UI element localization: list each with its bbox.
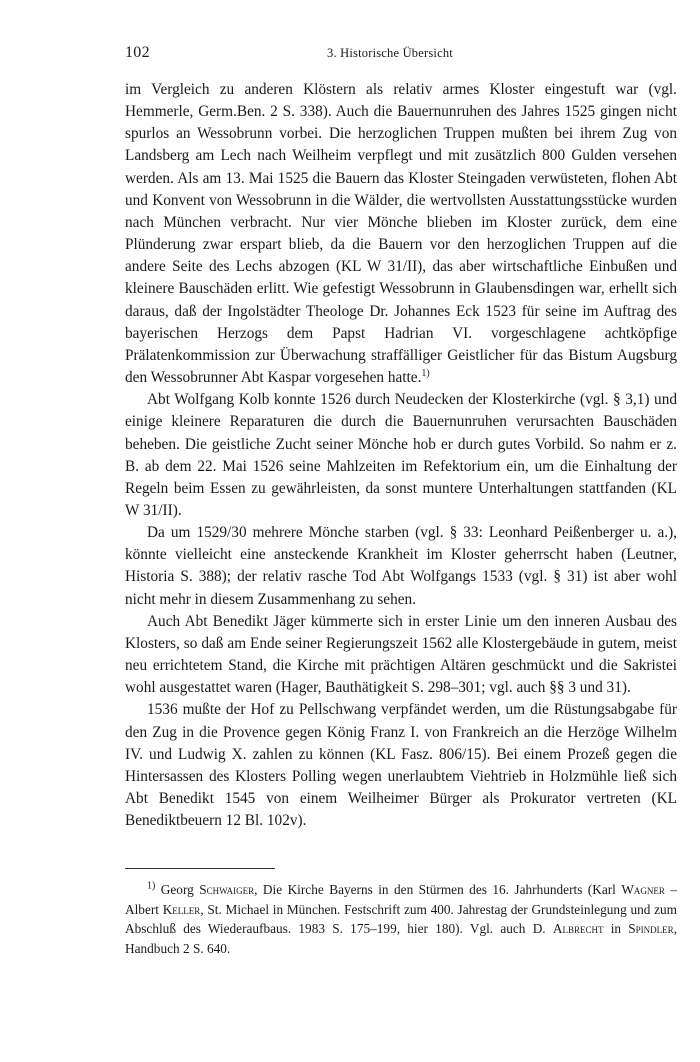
footnote-marker: 1) <box>147 880 156 892</box>
author-name: Schwaiger <box>199 882 255 897</box>
footnote-reference[interactable]: 1) <box>421 367 430 379</box>
author-name: Keller <box>162 901 201 917</box>
paragraph: 1536 mußte der Hof zu Pellschwang verpfändet werden, um die Rüstungsabgabe für den Zug in die Provence gegen König Franz I. von Frankreich an die Herzöge Wilhelm IV. und Ludwig X. zahlen zu können (KL Fasz. 806/15). Bei einem Prozeß gegen die Hintersassen des Klosters Polling wegen unerlaubtem Viehtrieb in Holzmühle ließ sich Abt Benedikt 1545 von einem Weilheimer Bürger als Prokurator vertreten (KL Benediktbeuern 12 Bl. 102v). <box>125 701 677 830</box>
page-number: 102 <box>125 44 150 61</box>
paragraph: Da um 1529/30 mehrere Mönche starben (vgl. § 33: Leonhard Peißenberger u. a.), könnte vielleicht eine ansteckende Krankheit im Kloster geherrscht haben (Leutner, Historia S. 388); der relativ rasche Tod Abt Wolfgangs 1533 (vgl. § 31) ist aber wohl nicht mehr in diesem Zusammenhang zu sehen. <box>125 524 677 608</box>
paragraph: Abt Wolfgang Kolb konnte 1526 durch Neudecken der Klosterkirche (vgl. § 3,1) und einige kleinere Reparaturen die durch die Bauernunruhen verursachten Bauschäden beheben. Die geistliche Zucht seiner Mönche hob er durch gutes Vorbild. So nahm er z. B. ab dem 22. Mai 1526 seine Mahlzeiten im Refektorium ein, um die Einhaltung der Regeln beim Essen zu gewährleisten, da sonst muntere Unterhaltungen stattfanden (KL W 31/II). <box>125 391 677 519</box>
footnote: $^{1)}$ Georg Schwaiger, Die Kirche Bayerns in den Stürmen des 16. Jahrhunderts (Karl Wagner – Albert Keller, St. Michael in München. Festschrift zum 400. Jahrestag der Grundsteinlegung und zum Abschluß des Wiederaufbaus. 1983 S. 175–199, hier 180). Vgl. auch D. Albrecht in Spindler, Handbuch 2 S. 640. <box>125 880 678 956</box>
paragraph-text: im Vergleich zu anderen Klöstern als relativ armes Kloster eingestuft war (vgl. Hemmerle, Germ.Ben. 2 S. 338). Auch die Bauernunruhen des Jahres 1525 gingen nicht spurlos an Wessobrunn vorbei. Die herzoglichen Truppen mußten bei ihrem Zug von Landsberg am Lech nach Weilheim verpflegt und mit zusätzlich 800 Gulden versehen werden. Als am 13. Mai 1525 die Bauern das Kloster Steingaden verwüsteten, flohen Abt und Konvent von Wessobrunn in die Wälder, die wertvollsten Ausstattungsstücke wurden nach München verbracht. Nur vier Mönche blieben im Kloster zurück, dem eine Plünderung zwar erspart blieb, da die Bauern vor den herzoglichen Truppen auf die andere Seite des Lechs abzogen (KL W 31/II), das aber wirtschaftliche Einbußen und kleinere Bauschäden erlitt. Wie gefestigt Wessobrunn in Glaubensdingen war, erhellt sich daraus, daß der Ingolstädter Theologe Dr. Johannes Eck 1523 für seine im Auftrag des bayerischen Herzogs dem Papst Hadrian VI. vorgeschlagene achtköpfige Prälatenkommission zur Überwachung straffälliger Geistlicher für das Bistum Augsburg den Wessobrunner Abt Kaspar vorgesehen hatte. <box>125 81 677 387</box>
running-head: 3. Historische Übersicht <box>327 46 453 60</box>
footnotes <box>125 880 677 958</box>
author-name: Albrecht <box>552 921 604 937</box>
paragraph: Auch Abt Benedikt Jäger kümmerte sich in erster Linie um den inneren Ausbau des Klosters, so daß am Ende seiner Regierungszeit 1562 alle Klostergebäude in gutem, meist neu errichtetem Stand, die Kirche mit prächtigen Altären geschmückt und die Sakristei wohl ausgestattet waren (Hager, Bauthätigkeit S. 298–301; vgl. auch §§ 3 und 31). <box>125 612 677 697</box>
author-name: Wagner <box>621 882 665 897</box>
footnote-divider <box>125 868 275 869</box>
author-name: Spindler <box>628 921 674 937</box>
paragraph <box>125 79 677 389</box>
body-text <box>125 79 677 832</box>
